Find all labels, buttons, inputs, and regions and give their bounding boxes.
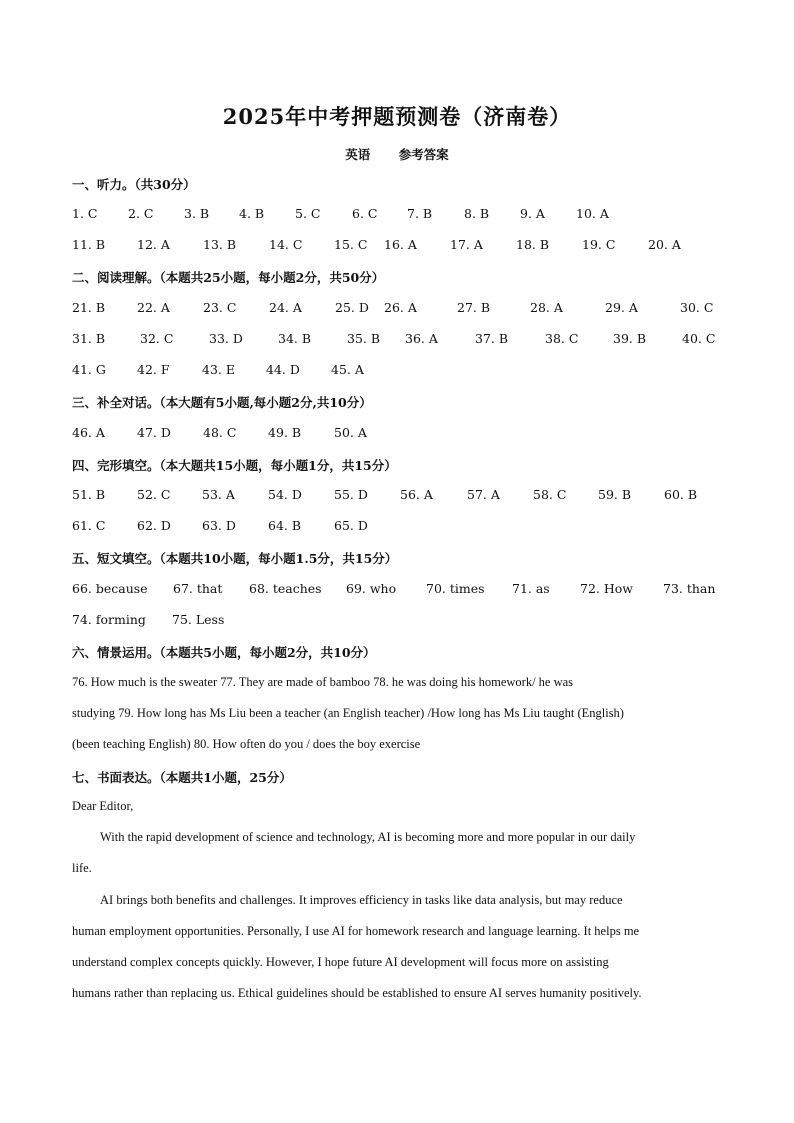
answer-row: [72, 487, 732, 507]
answer-item: 39. B: [613, 331, 647, 346]
answer-item: 25. D: [335, 300, 369, 315]
answer-item: 73. than: [663, 581, 716, 596]
answer-item: 68. teaches: [249, 581, 322, 596]
essay-line: human employment opportunities. Personally, I use AI for homework research and language learning. It helps me: [72, 924, 640, 938]
answer-item: 59. B: [598, 487, 632, 502]
section-7-heading: 七、书面表达。（本题共1小题，25分）: [72, 770, 292, 785]
answer-item: 65. D: [334, 518, 368, 533]
answer-item: 20. A: [648, 237, 681, 252]
essay-line: humans rather than replacing us. Ethical guidelines should be established to ensure AI serves humanity positively.: [72, 986, 642, 1000]
answer-item: 23. C: [203, 300, 237, 315]
section-3-heading: 三、补全对话。（本大题有5小题,每小题2分,共10分）: [72, 395, 372, 410]
answer-item: 67. that: [173, 581, 223, 596]
answer-item: 27. B: [457, 300, 491, 315]
answer-item: 10. A: [576, 206, 609, 221]
answer-item: 13. B: [203, 237, 237, 252]
section-5-heading: 五、短文填空。（本题共10小题，每小题1.5分，共15分）: [72, 551, 398, 566]
answer-item: 18. B: [516, 237, 550, 252]
answer-item: 42. F: [137, 362, 170, 377]
essay-line: life.: [72, 861, 92, 875]
answer-item: 34. B: [278, 331, 312, 346]
answer-item: 58. C: [533, 487, 567, 502]
answer-item: 19. C: [582, 237, 616, 252]
answer-item: 45. A: [331, 362, 364, 377]
answer-item: 55. D: [334, 487, 368, 502]
answer-row: [72, 237, 732, 257]
answer-line: studying 79. How long has Ms Liu been a teacher (an English teacher) /How long has Ms Liu taught (English): [72, 706, 624, 720]
answer-item: 48. C: [203, 425, 237, 440]
answer-item: 63. D: [202, 518, 236, 533]
answer-item: 36. A: [405, 331, 438, 346]
answer-row: [72, 331, 732, 351]
answer-item: 64. B: [268, 518, 302, 533]
answer-item: 46. A: [72, 425, 105, 440]
answer-item: 8. B: [464, 206, 490, 221]
answer-item: 24. A: [269, 300, 302, 315]
answer-line: (been teaching English) 80. How often do you / does the boy exercise: [72, 737, 421, 751]
answer-item: 28. A: [530, 300, 563, 315]
answer-row: [72, 581, 732, 601]
answer-item: 52. C: [137, 487, 171, 502]
answer-item: 17. A: [450, 237, 483, 252]
answer-item: 62. D: [137, 518, 171, 533]
answer-item: 74. forming: [72, 612, 146, 627]
letter-salutation: Dear Editor,: [72, 799, 134, 813]
answer-item: 16. A: [384, 237, 417, 252]
page-title: 2025年中考押题预测卷（济南卷）: [222, 104, 572, 129]
answer-item: 29. A: [605, 300, 638, 315]
answer-row: [72, 206, 732, 226]
section-4-heading: 四、完形填空。（本大题共15小题，每小题1分，共15分）: [72, 458, 397, 473]
answer-item: 14. C: [269, 237, 303, 252]
answer-item: 53. A: [202, 487, 235, 502]
answer-item: 41. G: [72, 362, 106, 377]
answer-item: 47. D: [137, 425, 171, 440]
answer-item: 60. B: [664, 487, 698, 502]
answer-item: 75. Less: [172, 612, 225, 627]
answer-item: 12. A: [137, 237, 170, 252]
answer-item: 3. B: [184, 206, 210, 221]
answer-line: 76. How much is the sweater 77. They are made of bamboo 78. he was doing his homework/ he was: [72, 675, 574, 689]
answer-item: 22. A: [137, 300, 170, 315]
answer-item: 33. D: [209, 331, 243, 346]
answer-item: 26. A: [384, 300, 417, 315]
answer-item: 66. because: [72, 581, 148, 596]
answer-item: 38. C: [545, 331, 579, 346]
answer-key-label: 参考答案: [398, 147, 449, 162]
answer-row: [72, 362, 732, 382]
answer-item: 56. A: [400, 487, 433, 502]
answer-item: 15. C: [334, 237, 368, 252]
answer-item: 35. B: [347, 331, 381, 346]
answer-item: 32. C: [140, 331, 174, 346]
essay-line: With the rapid development of science and technology, AI is becoming more and more popular in our daily: [100, 830, 636, 844]
answer-item: 49. B: [268, 425, 302, 440]
subject-label: 英语: [345, 147, 371, 162]
answer-item: 37. B: [475, 331, 509, 346]
answer-row: [72, 425, 732, 445]
answer-item: 1. C: [72, 206, 98, 221]
answer-item: 69. who: [346, 581, 397, 596]
answer-row: [72, 612, 732, 632]
answer-item: 11. B: [72, 237, 106, 252]
answer-item: 70. times: [426, 581, 485, 596]
answer-row: [72, 300, 732, 320]
answer-item: 43. E: [202, 362, 235, 377]
answer-item: 50. A: [334, 425, 367, 440]
answer-item: 51. B: [72, 487, 106, 502]
answer-item: 6. C: [352, 206, 378, 221]
answer-item: 7. B: [407, 206, 433, 221]
section-1-heading: 一、听力。（共30分）: [72, 177, 196, 192]
answer-item: 44. D: [266, 362, 300, 377]
answer-item: 9. A: [520, 206, 545, 221]
subtitle: [0, 145, 794, 163]
answer-row: [72, 518, 732, 538]
answer-item: 5. C: [295, 206, 321, 221]
essay-line: AI brings both benefits and challenges. It improves efficiency in tasks like data analysis, but may reduce: [100, 893, 623, 907]
answer-item: 2. C: [128, 206, 154, 221]
answer-item: 61. C: [72, 518, 106, 533]
answer-item: 71. as: [512, 581, 550, 596]
answer-item: 21. B: [72, 300, 106, 315]
answer-item: 31. B: [72, 331, 106, 346]
answer-item: 72. How: [580, 581, 633, 596]
answer-item: 57. A: [467, 487, 500, 502]
answer-item: 54. D: [268, 487, 302, 502]
section-2-heading: 二、阅读理解。（本题共25小题，每小题2分，共50分）: [72, 270, 385, 285]
answer-item: 4. B: [239, 206, 265, 221]
section-6-heading: 六、情景运用。（本题共5小题，每小题2分，共10分）: [72, 645, 376, 660]
answer-item: 30. C: [680, 300, 714, 315]
answer-item: 40. C: [682, 331, 716, 346]
essay-line: understand complex concepts quickly. However, I hope future AI development will focus more on assisting: [72, 955, 609, 969]
